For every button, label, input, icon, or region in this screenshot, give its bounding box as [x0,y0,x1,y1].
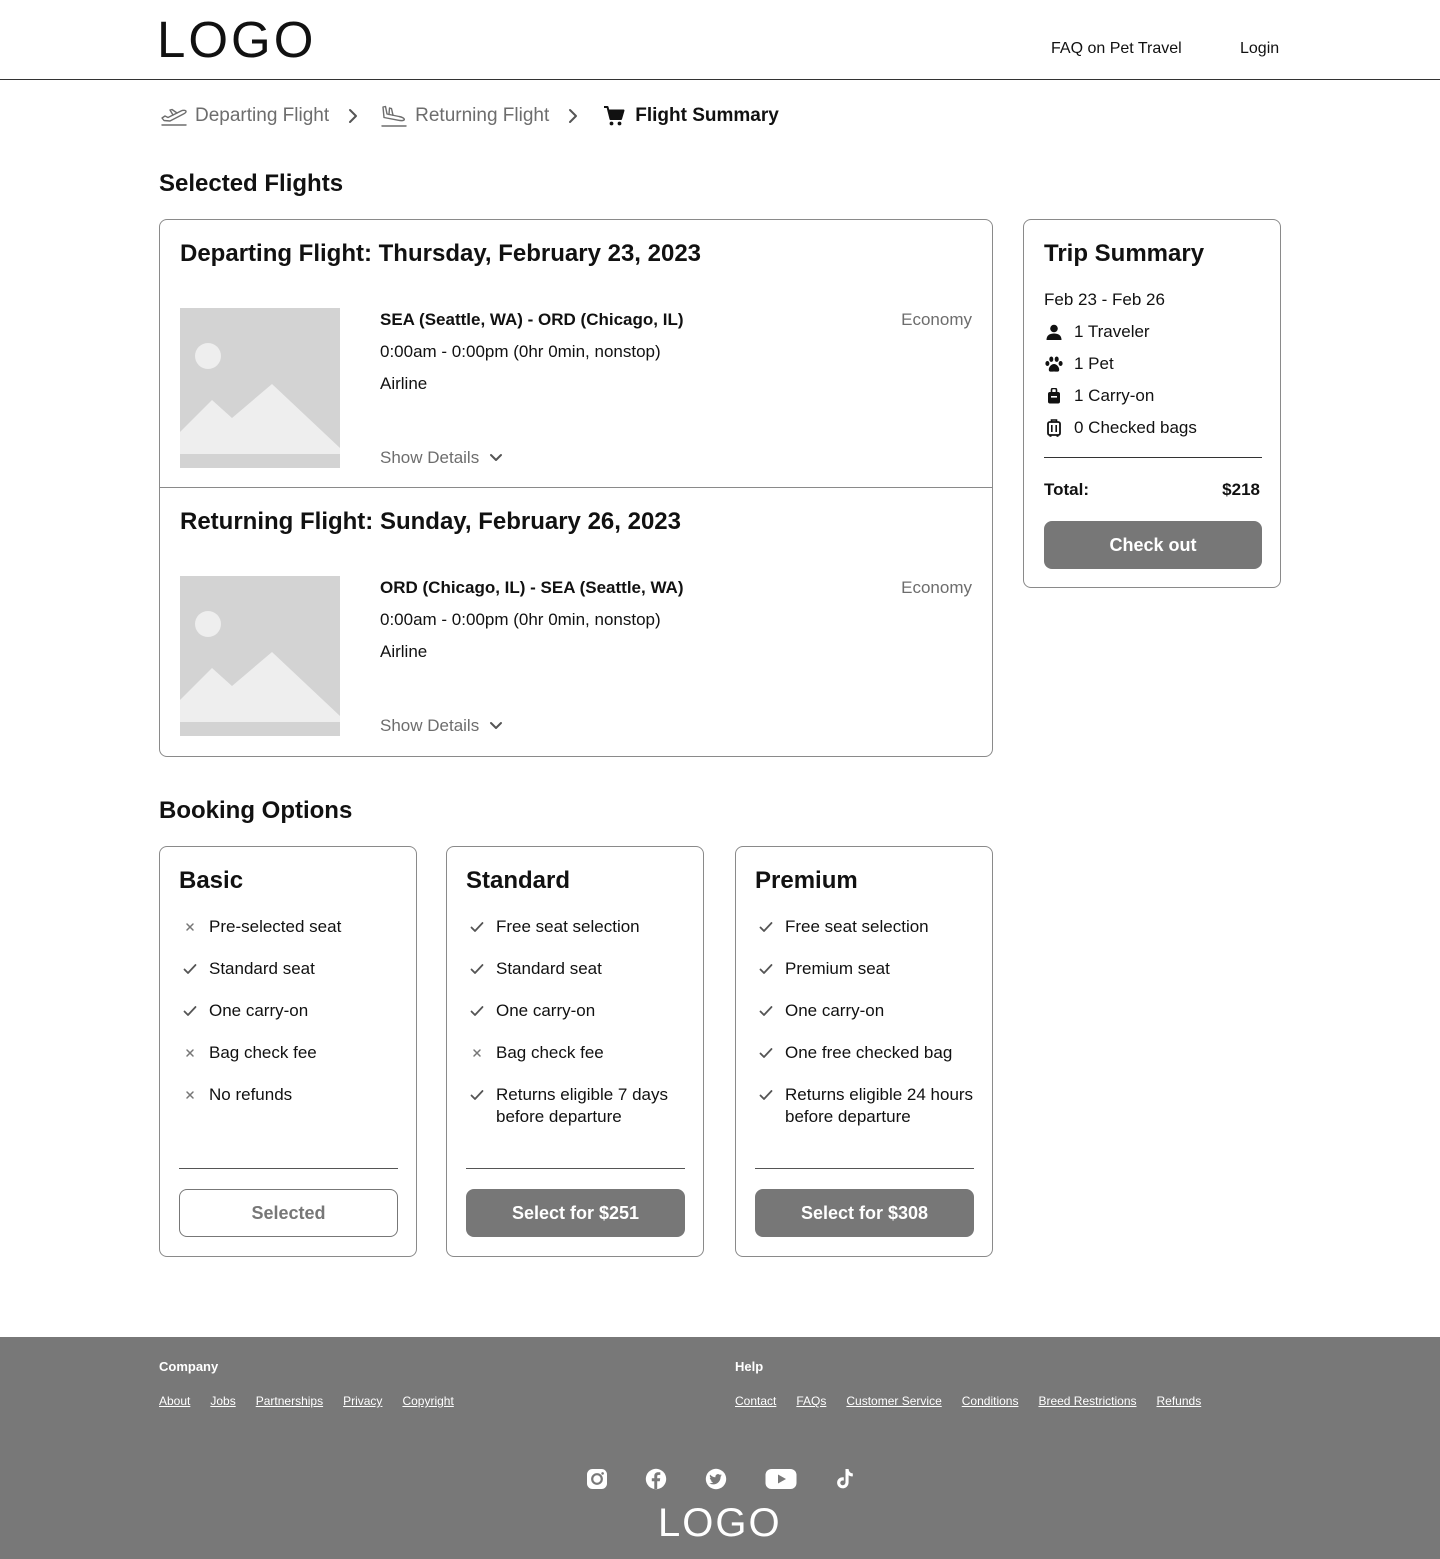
check-icon [755,958,777,980]
option-divider [179,1168,398,1169]
flight-times: 0:00am - 0:00pm (0hr 0min, nonstop) [380,342,661,361]
luggage-icon [1044,418,1064,438]
feature-text: Free seat selection [785,917,929,936]
feature-text: Bag check fee [209,1043,317,1062]
flight-airline: Airline [380,374,428,393]
feature-text: Free seat selection [496,917,640,936]
breadcrumb-flight-summary[interactable] [599,103,779,129]
trip-summary-title: Trip Summary [1044,240,1205,267]
feature-list [179,916,401,1126]
flight-heading: Departing Flight: Thursday, February 23, 2023 [180,240,702,267]
image-placeholder-icon [180,308,340,468]
landing-icon [379,103,409,129]
traveler-count: 1 Traveler [1044,322,1150,342]
feature-item [179,1000,401,1022]
cabin-class: Economy [901,578,972,597]
option-name: Premium [755,867,858,894]
feature-text: No refunds [209,1085,293,1104]
feature-item [179,958,401,980]
check-icon [179,1000,201,1022]
takeoff-icon [159,103,189,129]
check-icon [755,1000,777,1022]
flight-route: ORD (Chicago, IL) - SEA (Seattle, WA) [380,578,684,597]
selected-flights-card [159,219,993,757]
cross-icon [179,1042,201,1064]
footer-help-links [735,1394,1221,1408]
site-header [0,0,1440,80]
booking-options-title: Booking Options [159,797,353,824]
breadcrumb-departing-flight[interactable] [159,103,329,129]
footer-link-conditions[interactable]: Conditions [961,1394,1019,1408]
show-details-button[interactable] [380,716,503,736]
footer-link-customer-service[interactable]: Customer Service [846,1394,942,1408]
total-label: Total: [1044,480,1090,499]
option-name: Basic [179,867,244,894]
feature-text: Pre-selected seat [209,917,342,936]
option-card-premium [735,846,993,1257]
footer-logo[interactable]: LOGO [658,1501,782,1545]
flight-heading: Returning Flight: Sunday, February 26, 2023 [180,508,681,535]
select-standard-button[interactable]: Select for $251 [466,1189,685,1237]
option-divider [466,1168,685,1169]
feature-list [755,916,977,1148]
feature-text: One free checked bag [785,1043,953,1062]
feature-item [755,1000,977,1022]
check-icon [466,1000,488,1022]
footer-link-privacy[interactable]: Privacy [343,1394,383,1408]
show-details-label: Show Details [380,448,480,467]
cross-icon [179,916,201,938]
breadcrumb-returning-flight[interactable] [379,103,549,129]
selected-flights-title: Selected Flights [159,170,344,197]
show-details-button[interactable] [380,448,503,468]
chevron-right-icon [341,104,365,128]
footer-link-copyright[interactable]: Copyright [402,1394,454,1408]
flight-route: SEA (Seattle, WA) - ORD (Chicago, IL) [380,310,684,329]
footer-link-about[interactable]: About [159,1394,191,1408]
footer-company-links [159,1394,474,1408]
checkout-button[interactable]: Check out [1044,521,1262,569]
footer-link-faqs[interactable]: FAQs [796,1394,827,1408]
total-value: $218 [1222,480,1260,499]
pet-count: 1 Pet [1044,354,1114,374]
chevron-down-icon [489,453,503,463]
feature-item [179,916,401,938]
facebook-icon[interactable] [644,1465,668,1493]
departing-flight-block [160,220,992,488]
option-card-basic [159,846,417,1257]
cross-icon [179,1084,201,1106]
feature-text: Premium seat [785,959,890,978]
nav-faq-link[interactable]: FAQ on Pet Travel [1051,40,1182,57]
checked-bags-count: 0 Checked bags [1044,418,1197,438]
check-icon [755,1084,777,1106]
breadcrumb-label: Departing Flight [195,105,330,126]
feature-item [466,916,688,938]
instagram-icon[interactable] [585,1465,609,1493]
option-card-standard [446,846,704,1257]
footer-link-breed-restrictions[interactable]: Breed Restrictions [1038,1394,1137,1408]
chevron-right-icon [561,104,585,128]
feature-text: Returns eligible 7 days before departure [496,1085,668,1126]
feature-text: One carry-on [209,1001,309,1020]
social-links [584,1465,860,1495]
feature-item [755,1084,977,1128]
feature-text: Bag check fee [496,1043,604,1062]
feature-text: Standard seat [496,959,602,978]
image-placeholder-icon [180,576,340,736]
chevron-down-icon [489,721,503,731]
cart-icon [599,103,629,129]
feature-item [179,1084,401,1106]
check-icon [466,916,488,938]
footer-link-contact[interactable]: Contact [735,1394,777,1408]
feature-list [466,916,688,1148]
site-footer [0,1337,1440,1559]
check-icon [466,1084,488,1106]
flight-times: 0:00am - 0:00pm (0hr 0min, nonstop) [380,610,661,629]
footer-link-partnerships[interactable]: Partnerships [255,1394,324,1408]
check-icon [466,958,488,980]
breadcrumb-label: Returning Flight [415,105,550,126]
option-divider [755,1168,974,1169]
select-premium-button[interactable]: Select for $308 [755,1189,974,1237]
feature-item [755,916,977,938]
footer-link-refunds[interactable]: Refunds [1156,1394,1202,1408]
selected-option-button[interactable]: Selected [179,1189,398,1237]
nav-login-link[interactable]: Login [1240,40,1280,57]
cross-icon [466,1042,488,1064]
summary-divider [1044,457,1262,458]
feature-text: Returns eligible 24 hours before departure [785,1085,974,1126]
flight-airline: Airline [380,642,428,661]
check-icon [179,958,201,980]
returning-flight-block [160,488,992,756]
trip-summary-card [1023,219,1281,588]
show-details-label: Show Details [380,716,480,735]
feature-item [466,1084,688,1128]
footer-link-jobs[interactable]: Jobs [210,1394,236,1408]
feature-item [179,1042,401,1064]
person-icon [1044,322,1064,342]
feature-item [466,958,688,980]
carry-on-icon [1044,386,1064,406]
cabin-class: Economy [901,310,972,329]
check-icon [755,1042,777,1064]
feature-text: One carry-on [496,1001,596,1020]
tiktok-icon[interactable] [834,1465,856,1493]
feature-item [466,1000,688,1022]
footer-company-heading: Company [159,1359,219,1374]
breadcrumb [159,100,779,132]
youtube-icon[interactable] [764,1465,798,1493]
footer-help-heading: Help [735,1359,764,1374]
breadcrumb-label: Flight Summary [635,105,779,126]
feature-item [755,958,977,980]
feature-item [466,1042,688,1064]
check-icon [755,916,777,938]
twitter-icon[interactable] [704,1465,728,1493]
feature-item [755,1042,977,1064]
feature-text: Standard seat [209,959,315,978]
feature-text: One carry-on [785,1001,885,1020]
trip-dates: Feb 23 - Feb 26 [1044,290,1165,309]
carry-on-count: 1 Carry-on [1044,386,1154,406]
header-logo[interactable]: LOGO [157,11,317,68]
option-name: Standard [466,867,571,894]
paw-icon [1044,354,1064,374]
